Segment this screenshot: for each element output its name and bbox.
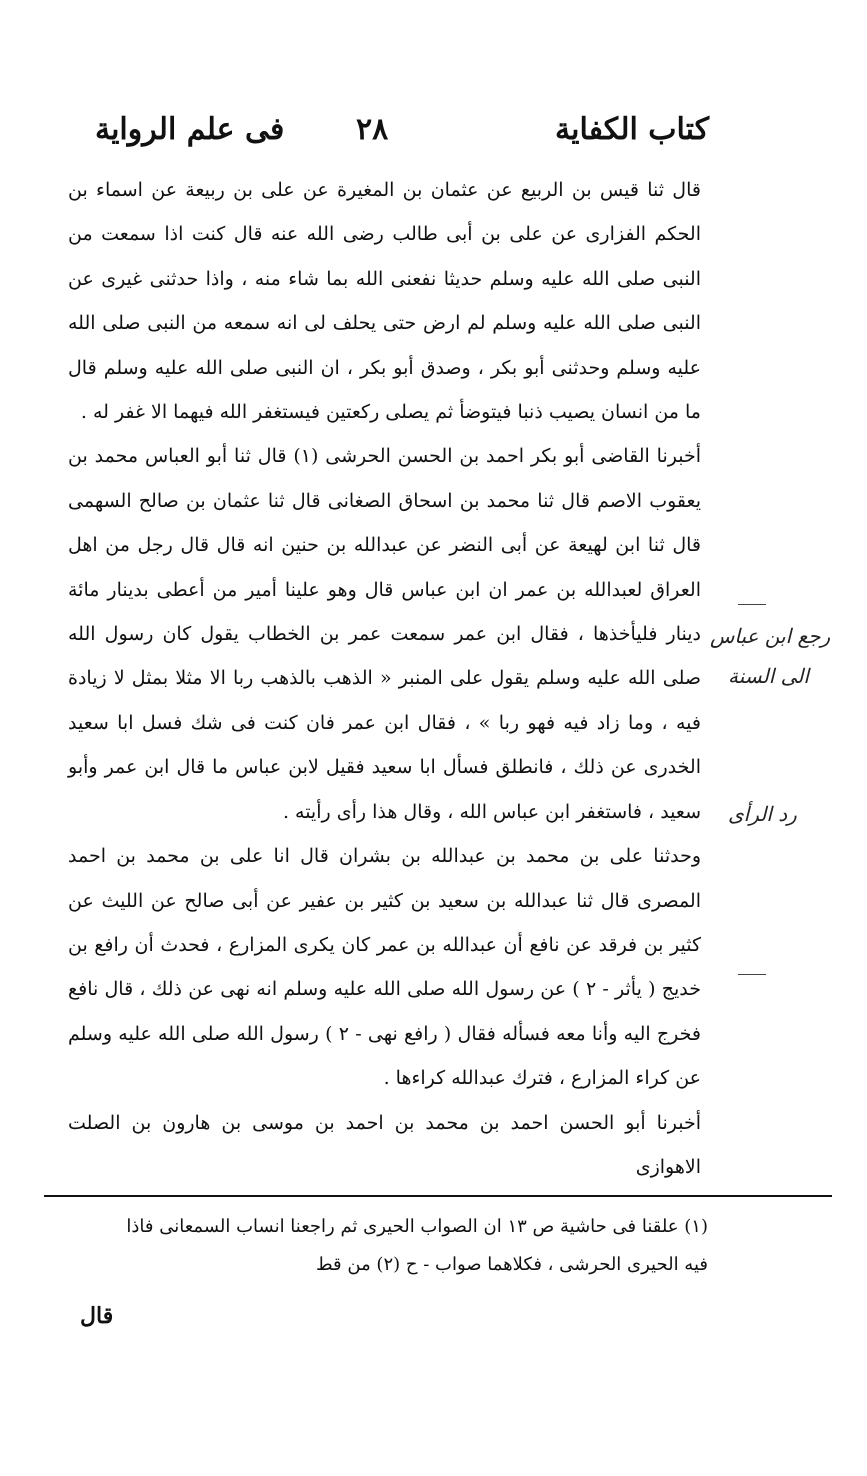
margin-note: الى السنة	[728, 664, 809, 688]
running-subtitle: فى علم الرواية	[95, 112, 285, 147]
margin-note: رد الرأى	[728, 802, 797, 826]
footnotes	[66, 1208, 708, 1284]
main-text	[68, 168, 701, 1189]
paragraph: أخبرنا أبو الحسن احمد بن محمد بن احمد بن موسى بن هارون بن الصلت الاهوازى	[68, 1111, 701, 1178]
paragraph: قال ثنا قيس بن الربيع عن عثمان بن المغيرة عن على بن ربيعة عن اسماء بن الحكم الفزارى عن على بن أبى طالب رضى الله عنه قال كنت اذا سمعت من النبى صلى الله عليه وسلم حديثا نفعنى الله بما شاء منه ، واذا حدثنى غيرى عن النبى صلى الله عليه وسلم لم ارض حتى يحلف لى انه سمعه من النبى صلى الله عليه وسلم وحدثنى أبو بكر ، وصدق أبو بكر ، ان النبى صلى الله عليه وسلم قال ما من انسان يصيب ذنبا فيتوضأ ثم يصلى ركعتين فيستغفر الله فيهما الا غفر له .	[68, 179, 701, 424]
page-number: ٢٨	[356, 112, 389, 147]
catchword: قال	[80, 1303, 114, 1329]
footnote-rule	[44, 1195, 832, 1197]
footnote-line: (١) علقنا فى حاشية ص ١٣ ان الصواب الحيرى ثم راجعنا انساب السمعانى فاذا	[126, 1216, 708, 1237]
footnote-line: فيه الحيرى الحرشى ، فكلاهما صواب - ح (٢) من قط	[315, 1254, 708, 1275]
running-title: كتاب الكفاية	[555, 112, 709, 147]
margin-scratch	[738, 604, 766, 605]
margin-scratch	[738, 974, 766, 975]
paragraph: وحدثنا على بن محمد بن عبدالله بن بشران قال انا على بن محمد بن احمد المصرى قال ثنا عبدالله بن سعيد بن كثير بن عفير عن أبى صالح عن الليث عن كثير بن فرقد عن نافع أن عبدالله بن عمر كان يكرى المزارع ، فحدث أن رافع بن خديج ( يأثر - ٢ ) عن رسول الله صلى الله عليه وسلم انه نهى عن ذلك ، قال نافع فخرج اليه وأنا معه فسأله فقال ( رافع نهى - ٢ ) رسول الله صلى الله عليه وسلم عن كراء المزارع ، فترك عبدالله كراءها .	[68, 845, 701, 1090]
margin-note: رجع ابن عباس	[710, 624, 831, 648]
paragraph: أخبرنا القاضى أبو بكر احمد بن الحسن الحرشى (١) قال ثنا أبو العباس محمد بن يعقوب الاصم قال ثنا محمد بن اسحاق الصغانى قال ثنا عثمان بن صالح السهمى قال ثنا ابن لهيعة عن أبى النضر عن عبدالله بن حنين انه قال قال رجل من اهل العراق لعبدالله بن عمر ان ابن عباس قال وهو علينا أمير من أعطى بدينار مائة دينار فليأخذها ، فقال ابن عمر سمعت عمر بن الخطاب يقول كان رسول الله صلى الله عليه وسلم يقول على المنبر « الذهب بالذهب ربا الا مثلا بمثل لا زيادة فيه ، وما زاد فيه فهو ربا » ، فقال ابن عمر فان كنت فى شك فسل ابا سعيد الخدرى عن ذلك ، فانطلق فسأل ابا سعيد فقيل لابن عباس ما قال ابن عمر وأبو سعيد ، فاستغفر ابن عباس الله ، وقال هذا رأى رأيته .	[68, 445, 701, 823]
